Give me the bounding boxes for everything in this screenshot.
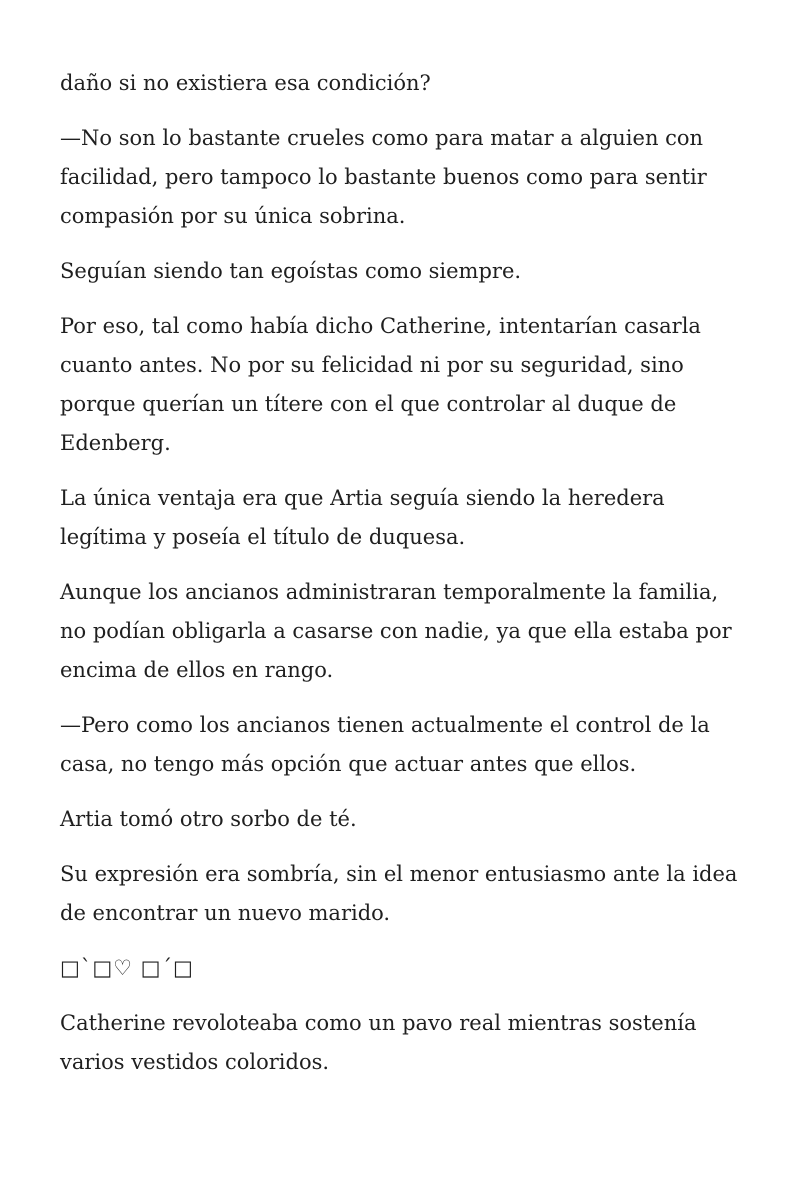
body-text: [60, 64, 750, 1098]
paragraph: La única ventaja era que Artia seguía siendo la heredera legítima y poseía el título de duquesa.: [60, 486, 665, 549]
paragraph: —Pero como los ancianos tienen actualmente el control de la casa, no tengo más opción que actuar antes que ellos.: [60, 713, 710, 776]
paragraph: daño si no existiera esa condición?: [60, 71, 431, 95]
paragraph: —No son lo bastante crueles como para matar a alguien con facilidad, pero tampoco lo bastante buenos como para sentir compasión por su única sobrina.: [60, 126, 707, 228]
paragraph: Artia tomó otro sorbo de té.: [60, 807, 357, 831]
scene-break-ornament: □`□♡ □´□: [60, 956, 194, 980]
paragraph: Aunque los ancianos administraran temporalmente la familia, no podían obligarla a casarse con nadie, ya que ella estaba por encima de ellos en rango.: [60, 580, 732, 682]
paragraph: Su expresión era sombría, sin el menor entusiasmo ante la idea de encontrar un nuevo marido.: [60, 862, 738, 925]
paragraph: Seguían siendo tan egoístas como siempre.: [60, 259, 522, 283]
paragraph: Catherine revoloteaba como un pavo real mientras sostenía varios vestidos coloridos.: [60, 1011, 697, 1074]
paragraph: Por eso, tal como había dicho Catherine, intentarían casarla cuanto antes. No por su felicidad ni por su seguridad, sino porque querían un títere con el que controlar al duque de Edenberg.: [60, 314, 701, 455]
